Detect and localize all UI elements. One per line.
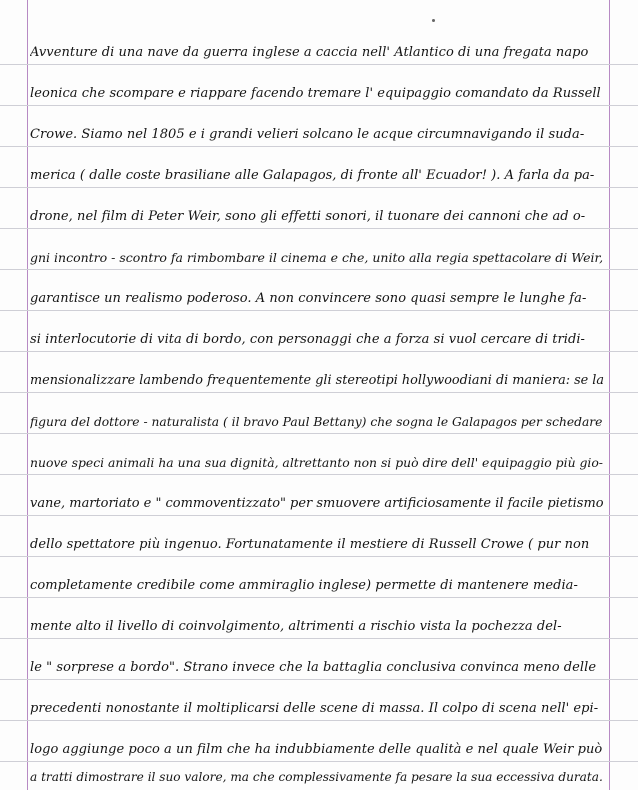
text-line-2: leonica che scompare e riappare facendo tremare l' equipaggio comandato da Russell bbox=[30, 86, 601, 101]
ruled-line bbox=[0, 228, 638, 229]
text-line-12: vane, martoriato e " commoventizzato" per smuovere artificiosamente il facile pietismo bbox=[30, 496, 604, 511]
text-line-15: mente alto il livello di coinvolgimento, altrimenti a rischio vista la pochezza del- bbox=[30, 619, 562, 634]
ruled-line bbox=[0, 351, 638, 352]
left-margin-line bbox=[27, 0, 28, 790]
ruled-line bbox=[0, 64, 638, 65]
ruled-line bbox=[0, 433, 638, 434]
ruled-line bbox=[0, 638, 638, 639]
ruled-line bbox=[0, 761, 638, 762]
ruled-line bbox=[0, 474, 638, 475]
ruled-line bbox=[0, 146, 638, 147]
ruled-line bbox=[0, 105, 638, 106]
ruled-line bbox=[0, 310, 638, 311]
text-line-17: precedenti nonostante il moltiplicarsi delle scene di massa. Il colpo di scena nell' epi- bbox=[30, 701, 599, 716]
ruled-line bbox=[0, 679, 638, 680]
text-line-10: figura del dottore - naturalista ( il bravo Paul Bettany) che sogna le Galapagos per schedare bbox=[30, 415, 603, 429]
ruled-line bbox=[0, 515, 638, 516]
ruled-line bbox=[0, 597, 638, 598]
text-line-14: completamente credibile come ammiraglio inglese) permette di mantenere media- bbox=[30, 578, 578, 593]
ruled-line bbox=[0, 720, 638, 721]
text-line-5: drone, nel film di Peter Weir, sono gli effetti sonori, il tuonare dei cannoni che ad o- bbox=[30, 209, 586, 224]
right-margin-line bbox=[609, 0, 610, 790]
ruled-line bbox=[0, 392, 638, 393]
text-line-6: gni incontro - scontro fa rimbombare il cinema e che, unito alla regia spettacolare di Weir, bbox=[30, 250, 604, 265]
text-line-13: dello spettatore più ingenuo. Fortunatamente il mestiere di Russell Crowe ( pur non bbox=[30, 537, 590, 552]
text-line-9: mensionalizzare lambendo frequentemente gli stereotipi hollywoodiani di maniera: se la bbox=[30, 373, 605, 388]
text-line-19: a tratti dimostrare il suo valore, ma che complessivamente fa pesare la sua eccessiva durata. bbox=[30, 770, 603, 784]
text-line-18: logo aggiunge poco a un film che ha indubbiamente delle qualità e nel quale Weir può bbox=[30, 742, 603, 757]
text-line-16: le " sorprese a bordo". Strano invece che la battaglia conclusiva convinca meno delle bbox=[30, 660, 597, 675]
text-line-8: si interlocutorie di vita di bordo, con personaggi che a forza si vuol cercare di tridi- bbox=[30, 332, 585, 347]
page-mark bbox=[432, 19, 435, 22]
ruled-line bbox=[0, 187, 638, 188]
ruled-line bbox=[0, 556, 638, 557]
text-line-7: garantisce un realismo poderoso. A non convincere sono quasi sempre le lunghe fa- bbox=[30, 291, 587, 306]
ruled-line bbox=[0, 269, 638, 270]
text-line-3: Crowe. Siamo nel 1805 e i grandi velieri solcano le acque circumnavigando il suda- bbox=[30, 127, 585, 142]
text-line-4: merica ( dalle coste brasiliane alle Galapagos, di fronte all' Ecuador! ). A farla da pa- bbox=[30, 168, 595, 183]
text-line-11: nuove speci animali ha una sua dignità, altrettanto non si può dire dell' equipaggio più gio- bbox=[30, 456, 603, 470]
text-line-1: Avventure di una nave da guerra inglese a caccia nell' Atlantico di una fregata napo bbox=[30, 45, 589, 60]
